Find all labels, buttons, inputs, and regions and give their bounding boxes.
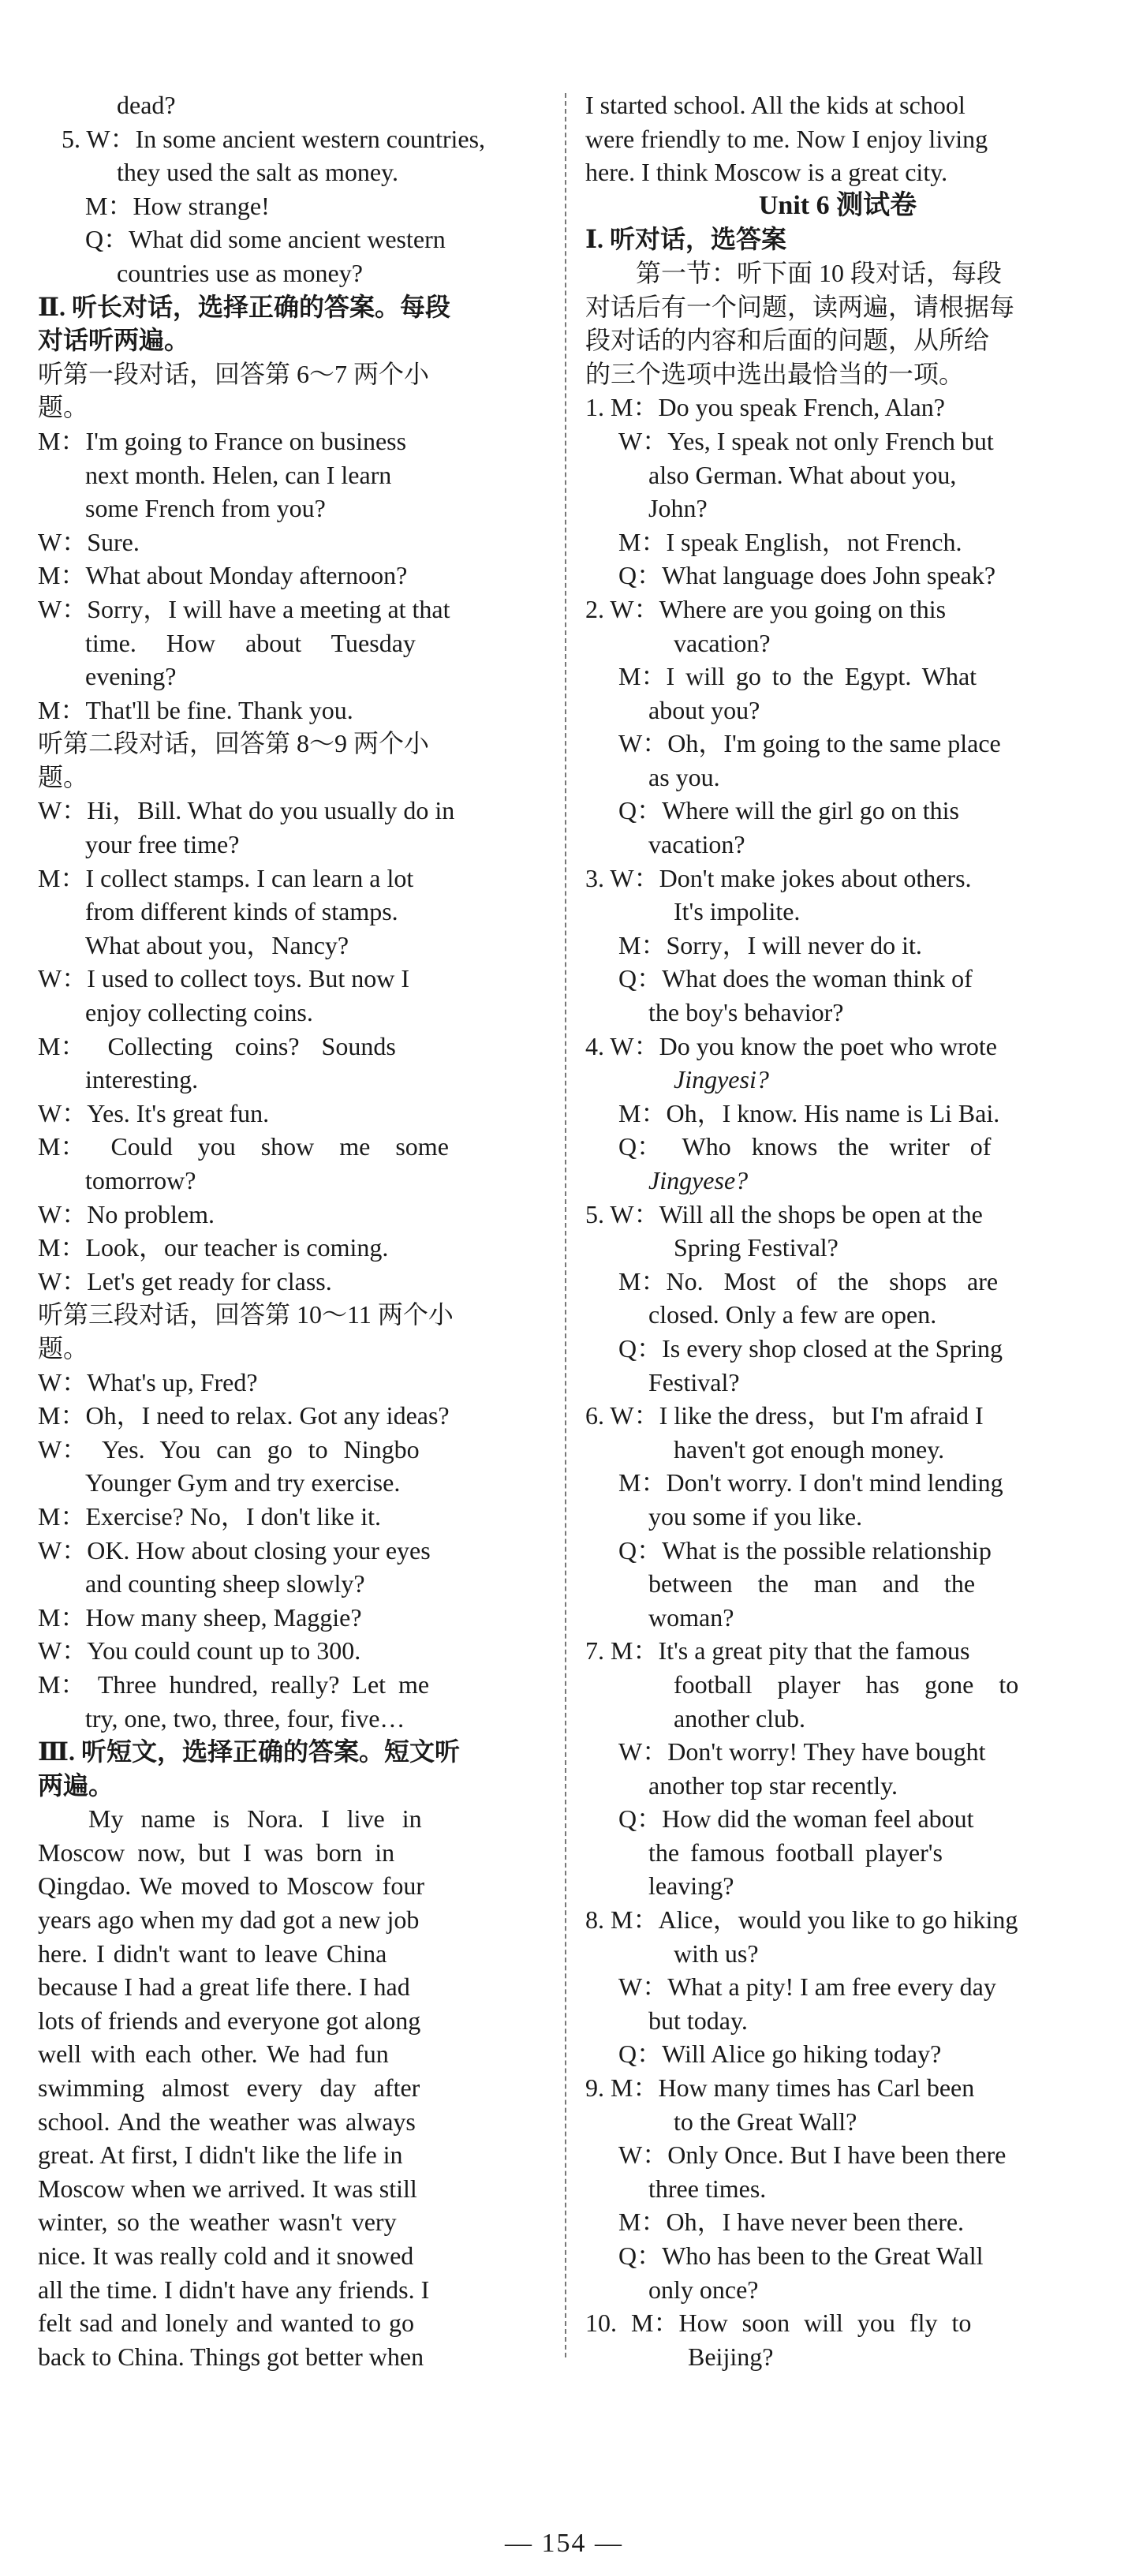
section-heading: 两遍。 [38,1770,114,1800]
text-line: another club. [674,1703,806,1733]
text-line: M：What about Monday afternoon? [38,561,408,590]
text-line: time. How about Tuesday [85,628,416,657]
text-line: enjoy collecting coins. [85,998,313,1027]
text-line: W：Oh，I'm going to the same place [618,729,1001,758]
passage-line: Moscow when we arrived. It was still [38,2174,417,2203]
text-line: leaving? [648,1871,734,1901]
instruction-line: 的三个选项中选出最恰当的一项。 [585,359,965,388]
passage-line: were friendly to me. Now I enjoy living [585,124,988,153]
passage-line: school. And the weather was always [38,2107,416,2136]
text-line: Festival? [648,1367,740,1396]
passage-line: felt sad and lonely and wanted to go [38,2309,414,2338]
text-line: M： Collecting coins? Sounds [38,1031,396,1060]
text-line: M：Look，our teacher is coming. [38,1233,389,1262]
text-line: next month. Helen, can I learn [85,460,392,489]
text-line: 5. W：In some ancient western countries, [62,124,486,153]
column-divider [565,93,566,2357]
text-line: 题。 [38,762,89,791]
text-line: 4. W：Do you know the poet who wrote [585,1031,998,1060]
text-line: you some if you like. [648,1501,863,1531]
passage-line: swimming almost every day after [38,2073,420,2103]
text-line: M：How many sheep, Maggie? [38,1602,362,1632]
text-line: Younger Gym and try exercise. [85,1468,401,1497]
text-line: dead? [117,91,176,119]
passage-line: lots of friends and everyone got along [38,2006,421,2035]
text-line: W：Yes. It's great fun. [38,1098,270,1127]
text-line: with us? [674,1939,759,1968]
text-line: Q：Where will the girl go on this [618,796,959,825]
text-line: vacation? [648,830,745,859]
text-line: 5. W：Will all the shops be open at the [585,1199,983,1228]
text-line: W：Sorry，I will have a meeting at that [38,594,450,623]
text-line: 2. W：Where are you going on this [585,594,947,623]
text-line: interesting. [85,1065,199,1094]
text-line: M：I will go to the Egypt. What [618,662,977,691]
instruction-line: 第一节：听下面 10 段对话，每段 [636,258,1003,287]
text-line: M：Oh，I need to relax. Got any ideas? [38,1401,450,1430]
text-line: tomorrow? [85,1166,196,1195]
text-line: It's impolite. [674,897,801,926]
text-line: woman? [648,1602,734,1632]
text-line: M：Exercise? No，I don't like it. [38,1501,382,1531]
text-line: 听第三段对话，回答第 10～11 两个小 [38,1300,454,1329]
passage-line: Qingdao. We moved to Moscow four [38,1871,424,1901]
text-line: Q：What did some ancient western [85,225,446,254]
text-line: vacation? [674,628,771,657]
text-line: 3. W：Don't make jokes about others. [585,863,972,892]
passage-line: Moscow now, but I was born in [38,1838,395,1867]
text-line: as you. [648,762,720,791]
text-line: also German. What about you, [648,460,957,489]
text-line: M：How strange! [85,191,270,220]
text-line: M：That'll be fine. Thank you. [38,695,353,724]
text-line: W：OK. How about closing your eyes [38,1535,431,1565]
text-line: closed. Only a few are open. [648,1300,937,1329]
passage-line: well with each other. We had fun [38,2039,389,2069]
text-line: three times. [648,2174,767,2203]
text-line: W：What's up, Fred? [38,1367,258,1396]
passage-line: I started school. All the kids at school [585,91,966,119]
text-line: Q：Will Alice go hiking today? [618,2039,942,2069]
text-line: W：Sure. [38,527,140,556]
text-line: M：Oh，I know. His name is Li Bai. [618,1098,1000,1127]
text-line: between the man and the [648,1569,976,1598]
text-line: Q：Is every shop closed at the Spring [618,1333,1003,1363]
section-heading: 对话听两遍。 [38,326,190,355]
left-column [38,88,544,2373]
section-heading: Ⅱ. 听长对话，选择正确的答案。每段 [38,292,450,321]
passage-line: because I had a great life there. I had [38,1972,410,2002]
right-column [585,88,1090,2373]
text-line: 9. M：How many times has Carl been [585,2073,975,2103]
text-line: M：Don't worry. I don't mind lending [618,1468,1003,1497]
passage-line: years ago when my dad got a new job [38,1905,420,1935]
passage-line: great. At first, I didn't like the life in [38,2140,403,2170]
text-line: only once? [648,2275,759,2304]
text-line: W：What a pity! I am free every day [618,1972,996,2002]
text-line: W：You could count up to 300. [38,1636,361,1666]
text-line: W：I used to collect toys. But now I [38,964,410,993]
text-line: 听第二段对话，回答第 8～9 两个小 [38,729,430,758]
text-line: the famous football player's [648,1838,943,1867]
text-line: the boy's behavior? [648,998,844,1027]
text-line: M：Oh，I have never been there. [618,2208,965,2237]
text-line: football player has gone to [674,1669,1019,1699]
text-line: 1. M：Do you speak French, Alan? [585,393,945,422]
text-line: Jingyesi? [674,1065,769,1094]
text-line: Q：Who has been to the Great Wall [618,2241,984,2270]
text-line: W：No problem. [38,1199,215,1228]
text-line: 6. W：I like the dress，but I'm afraid I [585,1401,984,1430]
text-line: 题。 [38,1333,89,1363]
passage-line: nice. It was really cold and it snowed [38,2241,414,2270]
text-line: Jingyese? [648,1166,749,1195]
passage-line: winter, so the weather wasn't very [38,2208,397,2237]
text-line: evening? [85,662,177,691]
text-line: try, one, two, three, four, five… [85,1703,405,1733]
text-line: Q：What language does John speak? [618,561,996,590]
passage-line: here. I didn't want to leave China [38,1939,387,1968]
text-line: M：I'm going to France on business [38,426,407,455]
text-line: Q：What is the possible relationship [618,1535,992,1565]
text-line: M： Could you show me some [38,1132,449,1161]
text-line: your free time? [85,830,240,859]
text-line: M：I collect stamps. I can learn a lot [38,863,414,892]
text-line: about you? [648,695,760,724]
text-line: Q：How did the woman feel about [618,1804,974,1834]
text-line: M：I speak English，not French. [618,527,962,556]
text-line: What about you，Nancy? [85,930,349,959]
text-line: but today. [648,2006,748,2035]
text-line: Q：What does the woman think of [618,964,973,993]
text-line: W：Yes, I speak not only French but [618,426,994,455]
text-line: M： Three hundred, really? Let me [38,1669,430,1699]
passage-line: My name is Nora. I live in [88,1804,422,1834]
text-line: Spring Festival? [674,1233,839,1262]
passage-line: back to China. Things got better when [38,2342,424,2371]
text-line: they used the salt as money. [117,158,398,187]
instruction-line: 对话后有一个问题，读两遍，请根据每 [585,292,1015,321]
text-line: W：Only Once. But I have been there [618,2140,1007,2170]
text-line: another top star recently. [648,1770,898,1800]
passage-line: here. I think Moscow is a great city. [585,158,948,187]
text-line: W：Hi，Bill. What do you usually do in [38,796,455,825]
text-line: 10. M：How soon will you fly to [585,2309,972,2338]
text-line: and counting sheep slowly? [85,1569,365,1598]
text-line: W：Don't worry! They have bought [618,1737,986,1767]
text-line: countries use as money? [117,258,363,287]
instruction-line: 段对话的内容和后面的问题，从所给 [585,326,990,355]
text-line: to the Great Wall? [674,2107,857,2136]
passage-line: all the time. I didn't have any friends. I [38,2275,430,2304]
text-line: Q： Who knows the writer of [618,1132,992,1161]
section-heading: Ⅲ. 听短文，选择正确的答案。短文听 [38,1737,460,1767]
text-line: 8. M：Alice，would you like to go hiking [585,1905,1018,1935]
text-line: 听第一段对话，回答第 6～7 两个小 [38,359,430,388]
text-line: 题。 [38,393,89,422]
text-line: W： Yes. You can go to Ningbo [38,1434,420,1464]
text-line: Beijing? [688,2342,774,2371]
text-line: some French from you? [85,494,326,523]
page-number: — 154 — [505,2529,623,2558]
text-line: M：No. Most of the shops are [618,1266,999,1295]
text-line: haven't got enough money. [674,1434,945,1464]
text-line: from different kinds of stamps. [85,897,398,926]
text-line: John? [648,494,708,523]
text-line: M：Sorry，I will never do it. [618,930,922,959]
text-line: 7. M：It's a great pity that the famous [585,1636,970,1666]
section-heading: Ⅰ. 听对话，选答案 [585,225,786,254]
unit-title: Unit 6 测试卷 [758,190,917,220]
text-line: W：Let's get ready for class. [38,1266,332,1295]
